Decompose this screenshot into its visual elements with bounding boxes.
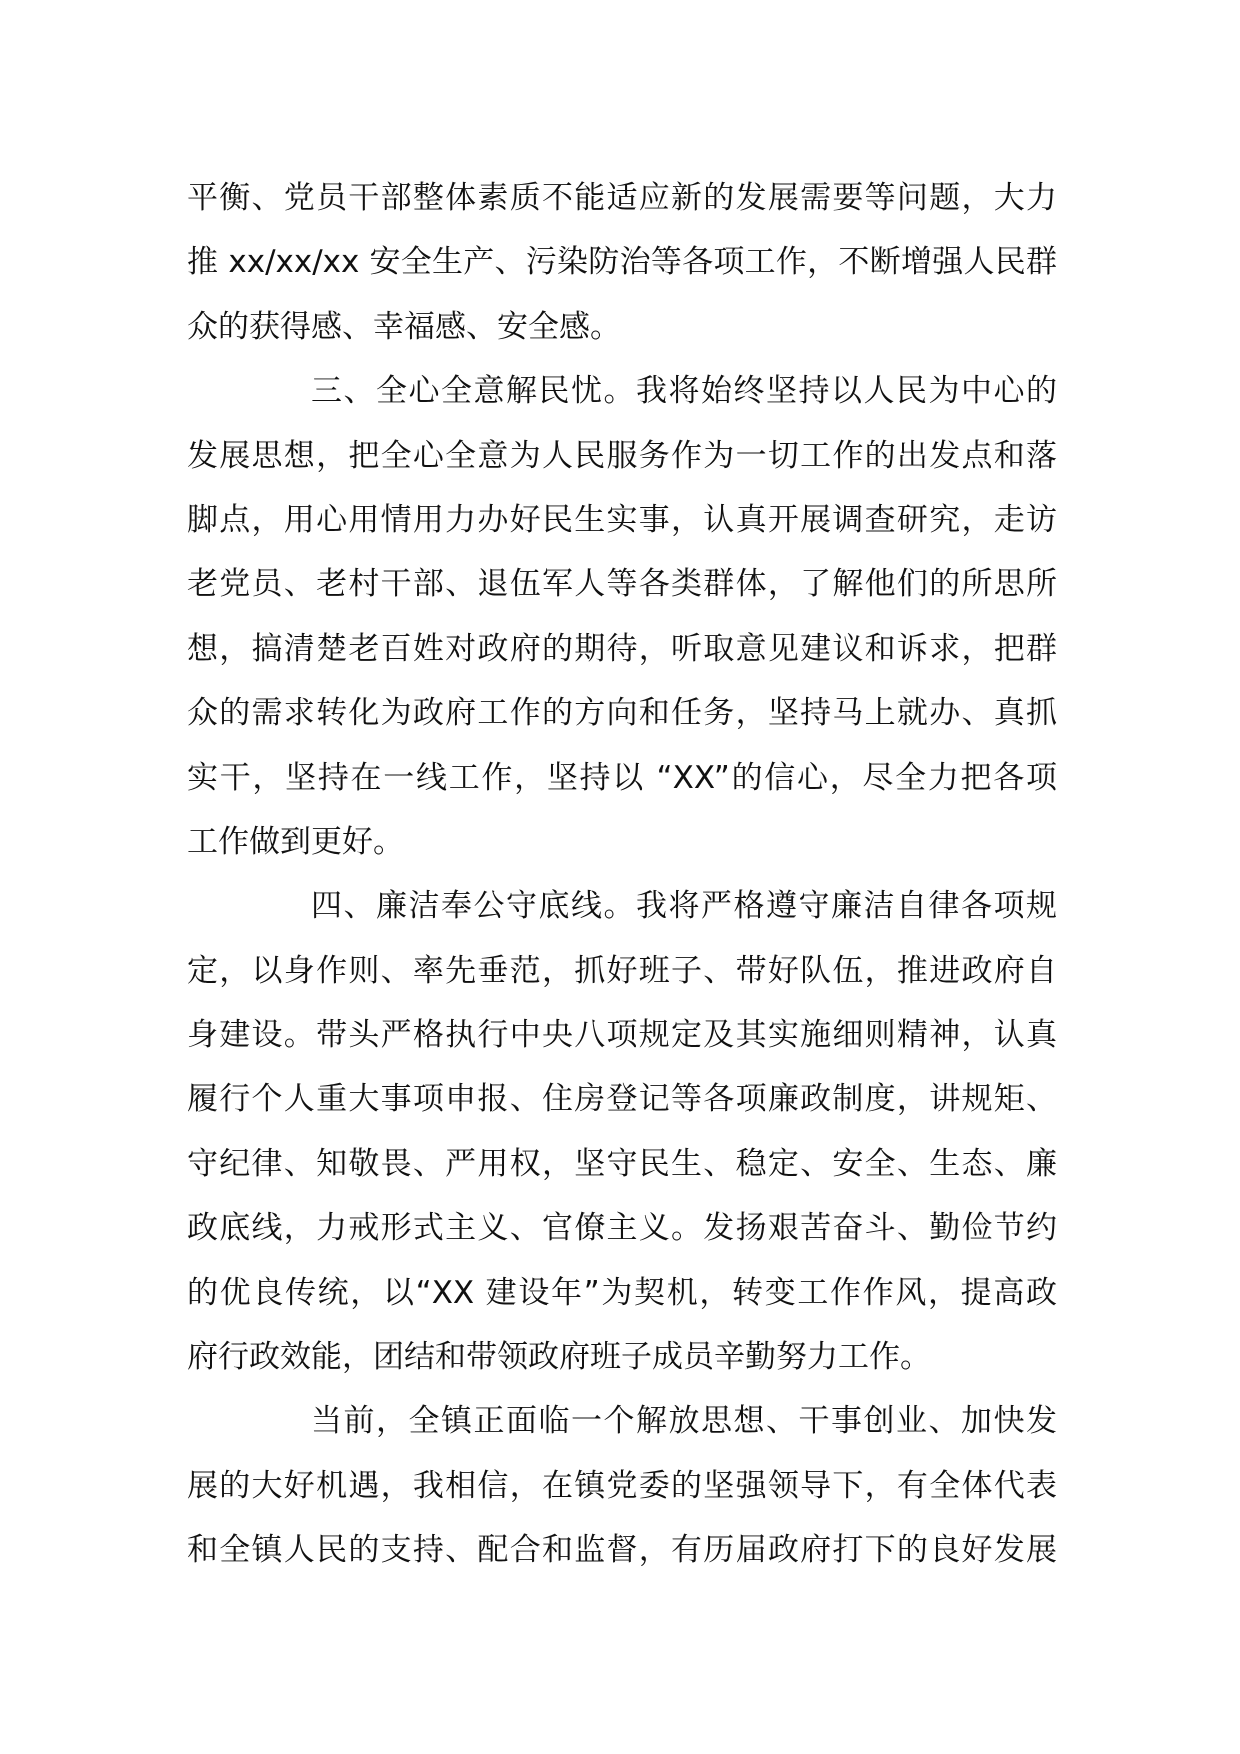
section-heading-line: 四、廉洁奉公守底线。我将严格遵守廉洁自律各项规 [311, 888, 1057, 925]
body-text [187, 166, 1057, 1583]
text-line: 守纪律、知敬畏、严用权，坚守民生、稳定、安全、生态、廉 [187, 1145, 1057, 1182]
text-line: 老党员、老村干部、退伍军人等各类群体，了解他们的所思所 [187, 566, 1057, 603]
text-line: 和全镇人民的支持、配合和监督，有历届政府打下的良好发展 [187, 1532, 1057, 1569]
text-line: 平衡、党员干部整体素质不能适应新的发展需要等问题，大力 [187, 180, 1057, 216]
text-line: 众的需求转化为政府工作的方向和任务，坚持马上就办、真抓 [187, 695, 1057, 732]
paragraph-start-line: 当前，全镇正面临一个解放思想、干事创业、加快发 [311, 1403, 1057, 1440]
text-line: 脚点，用心用情用力办好民生实事，认真开展调查研究，走访 [187, 501, 1057, 538]
text-line: 身建设。带头严格执行中央八项规定及其实施细则精神，认真 [187, 1017, 1057, 1054]
section-heading-line: 三、全心全意解民忧。我将始终坚持以人民为中心的 [311, 373, 1057, 410]
text-line: 府行政效能，团结和带领政府班子成员辛勤努力工作。 [187, 1339, 931, 1376]
text-line: 展的大好机遇，我相信，在镇党委的坚强领导下，有全体代表 [187, 1467, 1057, 1504]
text-line: 众的获得感、幸福感、安全感。 [187, 308, 621, 345]
text-line: 想，搞清楚老百姓对政府的期待，听取意见建议和诉求，把群 [187, 630, 1057, 667]
text-line: 定，以身作则、率先垂范，抓好班子、带好队伍，推进政府自 [187, 952, 1057, 989]
text-line: 的优良传统，以“XX 建设年”为契机，转变工作作风，提高政 [187, 1274, 1057, 1311]
text-line: 工作做到更好。 [187, 823, 404, 860]
text-line: 政底线，力戒形式主义、官僚主义。发扬艰苦奋斗、勤俭节约 [187, 1210, 1057, 1247]
text-line: 履行个人重大事项申报、住房登记等各项廉政制度，讲规矩、 [187, 1081, 1057, 1118]
text-line: 推 xx/xx/xx 安全生产、污染防治等各项工作，不断增强人民群 [187, 244, 1057, 281]
text-line: 发展思想，把全心全意为人民服务作为一切工作的出发点和落 [187, 437, 1057, 474]
text-line: 实干，坚持在一线工作，坚持以 “XX”的信心，尽全力把各项 [187, 759, 1057, 796]
